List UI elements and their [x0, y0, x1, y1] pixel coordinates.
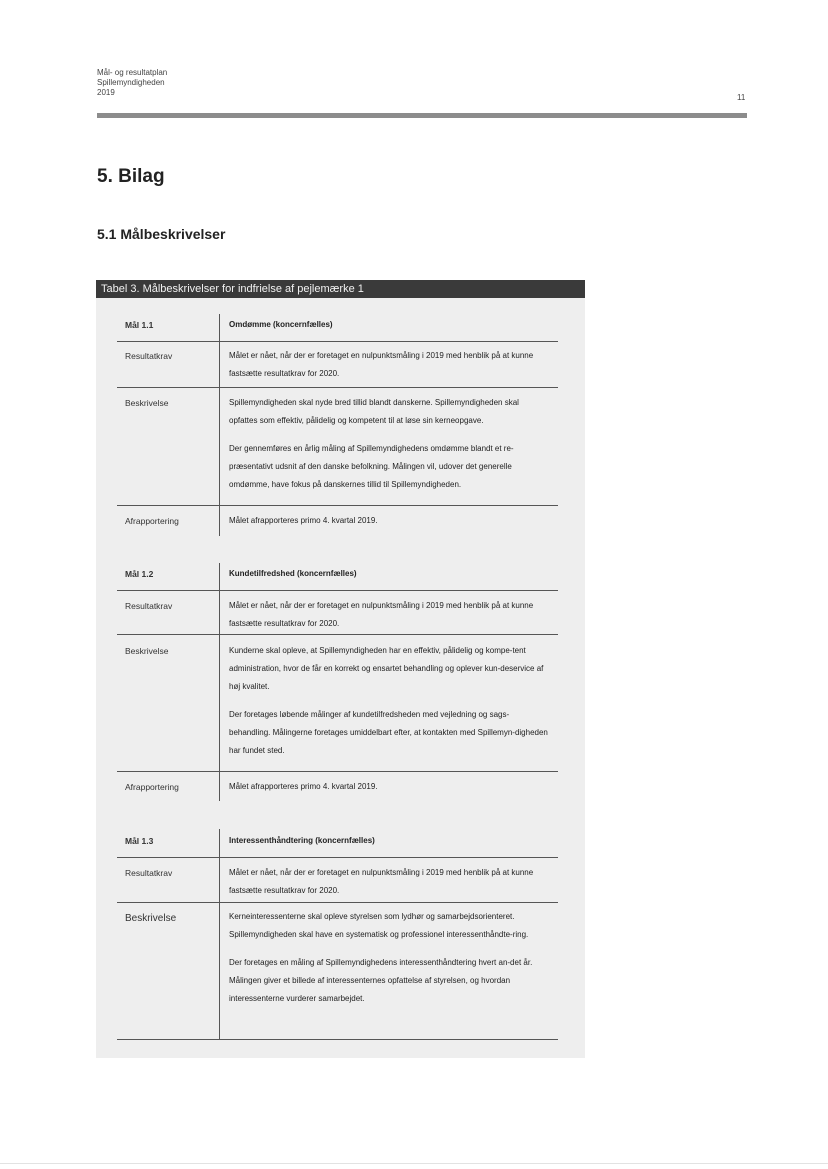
row-text — [229, 864, 549, 900]
row-text — [229, 597, 549, 633]
page-number: 11 — [737, 93, 746, 102]
row-label: Resultatkrav — [125, 351, 173, 361]
paragraph: Målet er nået, når der er foretaget en nulpunktsmåling i 2019 med henblik på at kunne fastsætte resultatkrav for 2020. — [229, 601, 534, 628]
row-divider — [117, 902, 558, 903]
paragraph: Målet er nået, når der er foretaget en nulpunktsmåling i 2019 med henblik på at kunne fastsætte resultatkrav for 2020. — [229, 351, 534, 378]
row-text — [229, 908, 549, 1008]
row-label: Afrapportering — [125, 782, 179, 792]
column-divider — [219, 563, 220, 801]
header-organization: Spillemyndigheden — [97, 78, 165, 87]
row-text — [229, 778, 549, 796]
row-text — [229, 347, 549, 383]
paragraph: Der gennemføres en årlig måling af Spillemyndighedens omdømme blandt et re-præsentativt udsnit af den danske befolkning. Målingen vil, udover det generelle omdømme, have fokus på danskernes tillid til Spillemyndigheden. — [229, 444, 514, 489]
paragraph: Målet afrapporteres primo 4. kvartal 2019. — [229, 516, 378, 525]
table-title: Tabel 3. Målbeskrivelser for indfrielse af pejlemærke 1 — [96, 280, 585, 298]
row-label: Beskrivelse — [125, 646, 169, 656]
goal-label: Mål 1.2 — [125, 569, 154, 579]
goal-title: Interessenthåndtering (koncernfælles) — [229, 836, 375, 845]
row-divider — [117, 341, 558, 342]
page-footer-rule — [0, 1163, 828, 1164]
row-label: Afrapportering — [125, 516, 179, 526]
row-label: Beskrivelse — [125, 398, 169, 408]
column-divider — [219, 829, 220, 1039]
paragraph: Målet afrapporteres primo 4. kvartal 2019. — [229, 782, 378, 791]
section-heading: 5. Bilag — [97, 166, 165, 187]
row-label: Beskrivelse — [125, 913, 177, 924]
row-text — [229, 512, 549, 530]
row-divider — [117, 771, 558, 772]
goal-title: Omdømme (koncernfælles) — [229, 320, 333, 329]
goal-title: Kundetilfredshed (koncernfælles) — [229, 569, 357, 578]
document-header — [97, 68, 167, 98]
goal-label: Mål 1.1 — [125, 320, 154, 330]
row-divider — [117, 590, 558, 591]
column-divider — [219, 314, 220, 536]
row-text — [229, 394, 549, 494]
row-label: Resultatkrav — [125, 868, 173, 878]
paragraph: Der foretages en måling af Spillemyndighedens interessenthåndtering hvert an-det år. Målingen giver et billede af interessenternes opfattelse af styrelsen, og hvordan interessenterne vurderer samarbejdet. — [229, 958, 533, 1003]
row-text — [229, 642, 549, 760]
row-divider — [117, 857, 558, 858]
header-rule — [97, 113, 747, 118]
row-divider — [117, 505, 558, 506]
row-divider — [117, 634, 558, 635]
paragraph: Kunderne skal opleve, at Spillemyndigheden har en effektiv, pålidelig og kompe-tent administration, hvor de får en korrekt og ensartet behandling og oplever kun-deservice af høj kvalitet. — [229, 646, 544, 691]
paragraph: Kerneinteressenterne skal opleve styrelsen som lydhør og samarbejdsorienteret. Spillemyndigheden skal have en systematisk og professionel interessenthåndte-ring. — [229, 912, 529, 939]
row-divider — [117, 387, 558, 388]
header-year: 2019 — [97, 88, 115, 97]
paragraph: Der foretages løbende målinger af kundetilfredsheden med vejledning og sags-behandling. Målingerne foretages umiddelbart efter, at kontakten med Spillemyn-digheden har fundet sted. — [229, 710, 548, 755]
goal-label: Mål 1.3 — [125, 836, 154, 846]
subsection-heading: 5.1 Målbeskrivelser — [97, 226, 226, 242]
paragraph: Målet er nået, når der er foretaget en nulpunktsmåling i 2019 med henblik på at kunne fastsætte resultatkrav for 2020. — [229, 868, 534, 895]
row-label: Resultatkrav — [125, 601, 173, 611]
header-plan-title: Mål- og resultatplan — [97, 68, 168, 77]
paragraph: Spillemyndigheden skal nyde bred tillid blandt danskerne. Spillemyndigheden skal opfattes som effektiv, pålidelig og kompetent til at løse sin kerneopgave. — [229, 398, 519, 425]
table-bottom-rule — [117, 1039, 558, 1040]
